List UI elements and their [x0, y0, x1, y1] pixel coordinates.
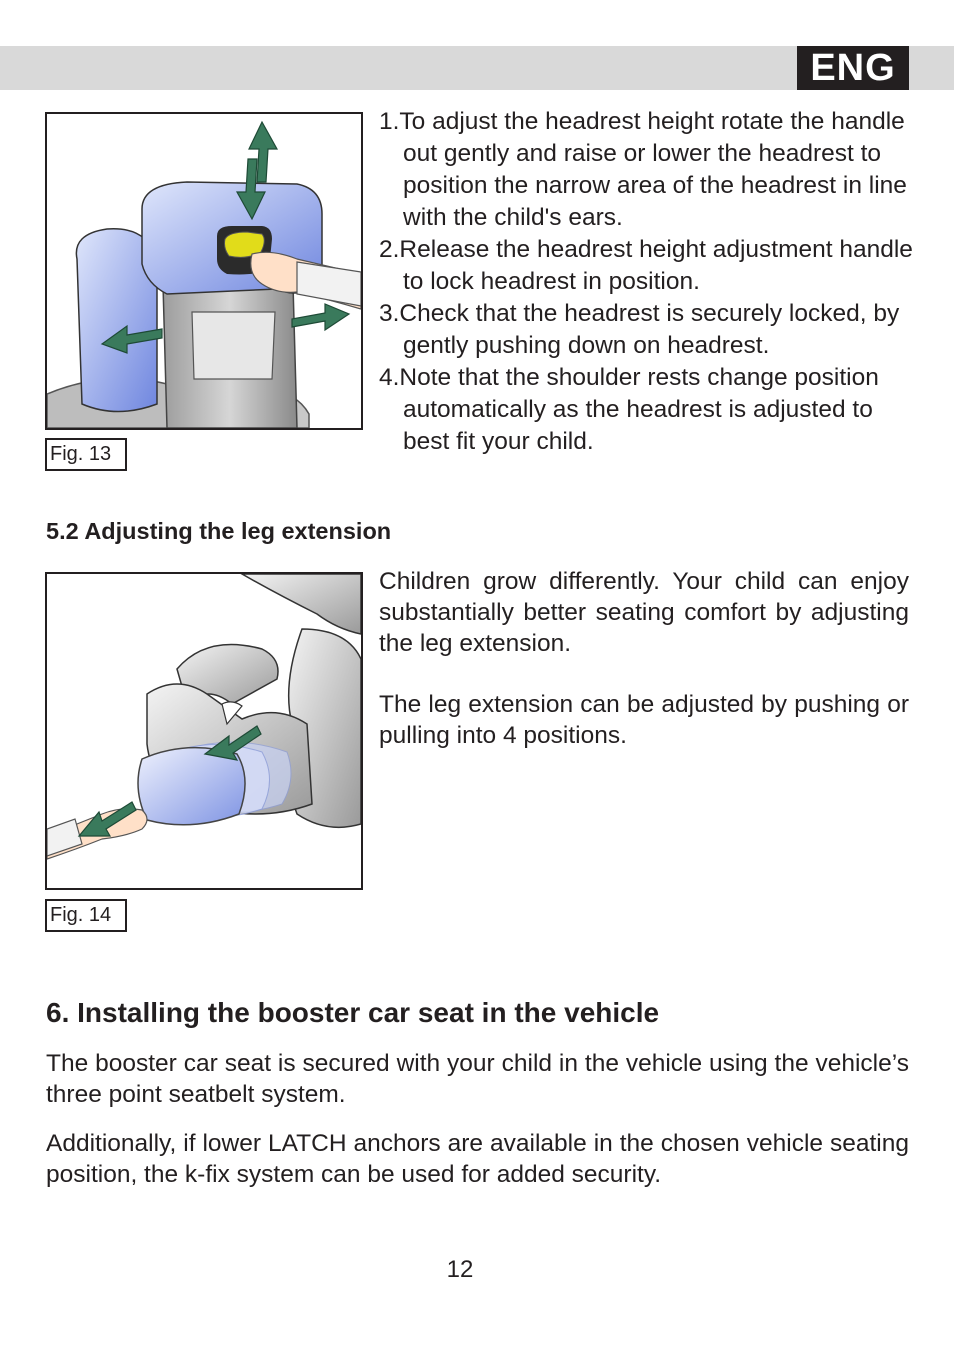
step-item-3: 3.Check that the headrest is securely locked, by gently pushing down on headrest.: [379, 300, 900, 359]
section-5-2-heading: 5.2 Adjusting the leg extension: [46, 518, 392, 544]
figure-14-label: Fig. 14: [45, 899, 127, 932]
leg-extension-illustration: [47, 574, 361, 888]
leg-extension-paragraph-2: The leg extension can be adjusted by pushing or pulling into 4 positions.: [379, 691, 909, 749]
headrest-illustration: [47, 114, 361, 428]
installation-paragraph-1: The booster car seat is secured with your child in the vehicle using the vehicle’s three point seatbelt system.: [46, 1050, 909, 1108]
step-item-1: 1.To adjust the headrest height rotate the handle out gently and raise or lower the headrest to position the narrow area of the headrest in line with the child's ears.: [379, 108, 907, 231]
language-badge: ENG: [797, 46, 909, 90]
figure-14-leg-extension: [45, 572, 363, 890]
page-number: 12: [446, 1256, 474, 1283]
step-item-2: 2.Release the headrest height adjustment handle to lock headrest in position.: [379, 236, 913, 295]
section-6-heading: 6. Installing the booster car seat in the vehicle: [46, 997, 660, 1028]
figure-13-label: Fig. 13: [45, 438, 127, 471]
leg-extension-paragraph-1: Children grow differently. Your child can enjoy substantially better seating comfort by adjusting the leg extension.: [379, 568, 909, 657]
headrest-steps-list: [379, 106, 919, 458]
figure-13-headrest: [45, 112, 363, 430]
installation-paragraph-2: Additionally, if lower LATCH anchors are available in the chosen vehicle seating position, the k-fix system can be used for added security.: [46, 1130, 909, 1188]
step-item-4: 4.Note that the shoulder rests change position automatically as the headrest is adjusted to best fit your child.: [379, 364, 879, 455]
